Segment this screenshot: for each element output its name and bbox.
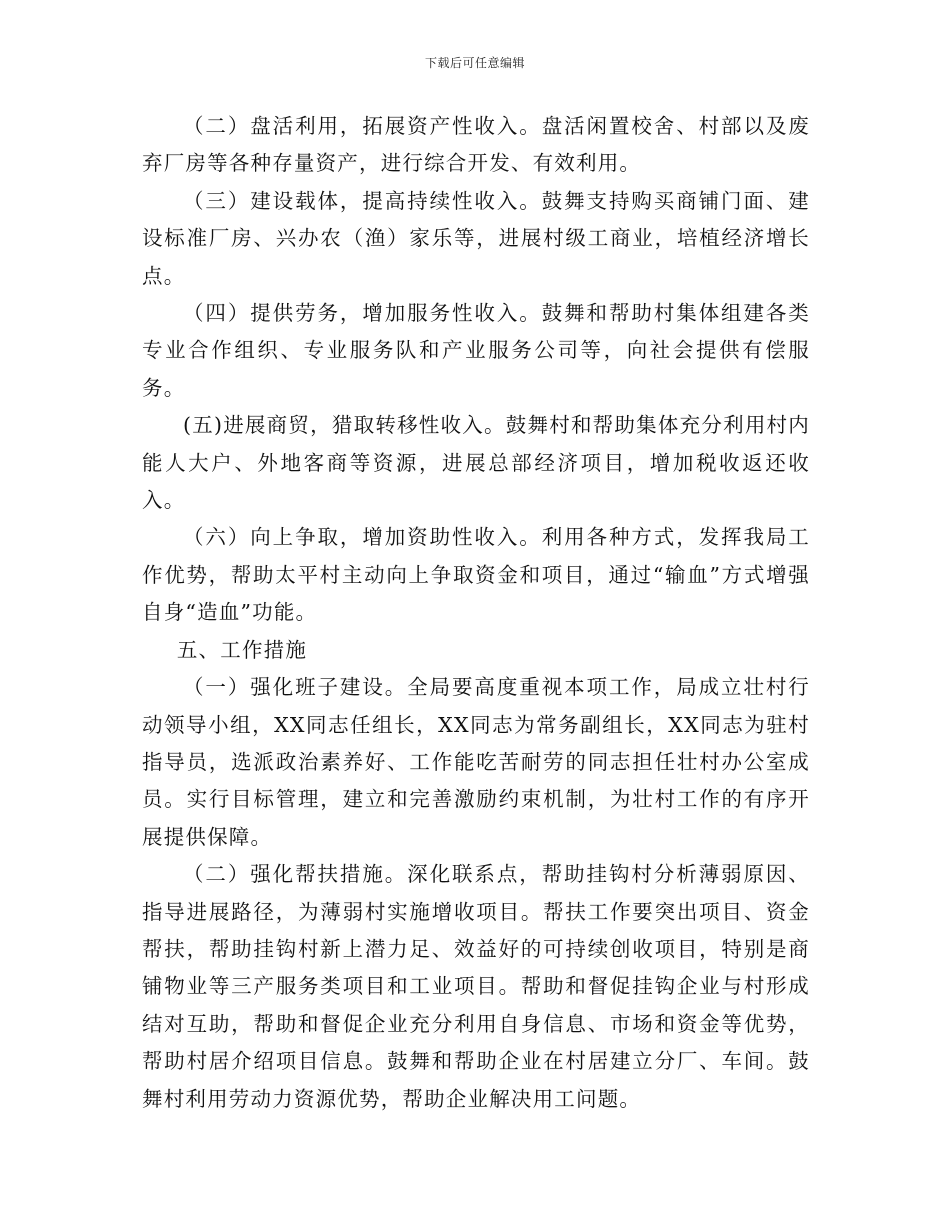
paragraph-carrier-income: （三）建设载体，提高持续性收入。鼓舞支持购买商铺门面、建设标准厂房、兴办农（渔）家乐等，进展村级工商业，培植经济增长点。: [142, 188, 810, 288]
paragraph-team-building: （一）强化班子建设。全局要高度重视本项工作，局成立壮村行动领导小组，XX同志任组长，XX同志为常务副组长，XX同志为驻村指导员，选派政治素养好、工作能吃苦耐劳的同志担任壮村办公室成员。实行目标管理，建立和完善激励约束机制，为壮村工作的有序开展提供保障。: [142, 675, 810, 849]
paragraph-service-income: （四）提供劳务，增加服务性收入。鼓舞和帮助村集体组建各类专业合作组织、专业服务队和产业服务公司等，向社会提供有偿服务。: [142, 301, 810, 400]
document-body: [142, 108, 810, 1118]
paragraph-assistance-measures: （二）强化帮扶措施。深化联系点，帮助挂钩村分析薄弱原因、指导进展路径，为薄弱村实施增收项目。帮扶工作要突出项目、资金帮扶，帮助挂钩村新上潜力足、效益好的可持续创收项目，特别是商铺物业等三产服务类项目和工业项目。帮助和督促挂钩企业与村形成结对互助，帮助和督促企业充分利用自身信息、市场和资金等优势，帮助村居介绍项目信息。鼓舞和帮助企业在村居建立分厂、车间。鼓舞村利用劳动力资源优势，帮助企业解决用工问题。: [142, 862, 810, 1111]
page-header: 下载后可任意编辑: [424, 56, 525, 70]
paragraph-transfer-income: (五)进展商贸，猎取转移性收入。鼓舞村和帮助集体充分利用村内能人大户、外地客商等资源，进展总部经济项目，增加税收返还收入。: [142, 413, 810, 513]
section-heading-work-measures: 五、工作措施: [176, 637, 308, 662]
paragraph-asset-income: （二）盘活利用，拓展资产性收入。盘活闲置校舍、村部以及废弃厂房等各种存量资产，进行综合开发、有效利用。: [142, 114, 810, 176]
paragraph-subsidy-income: （六）向上争取，增加资助性收入。利用各种方式，发挥我局工作优势，帮助太平村主动向上争取资金和项目，通过“输血”方式增强自身“造血”功能。: [142, 525, 810, 625]
